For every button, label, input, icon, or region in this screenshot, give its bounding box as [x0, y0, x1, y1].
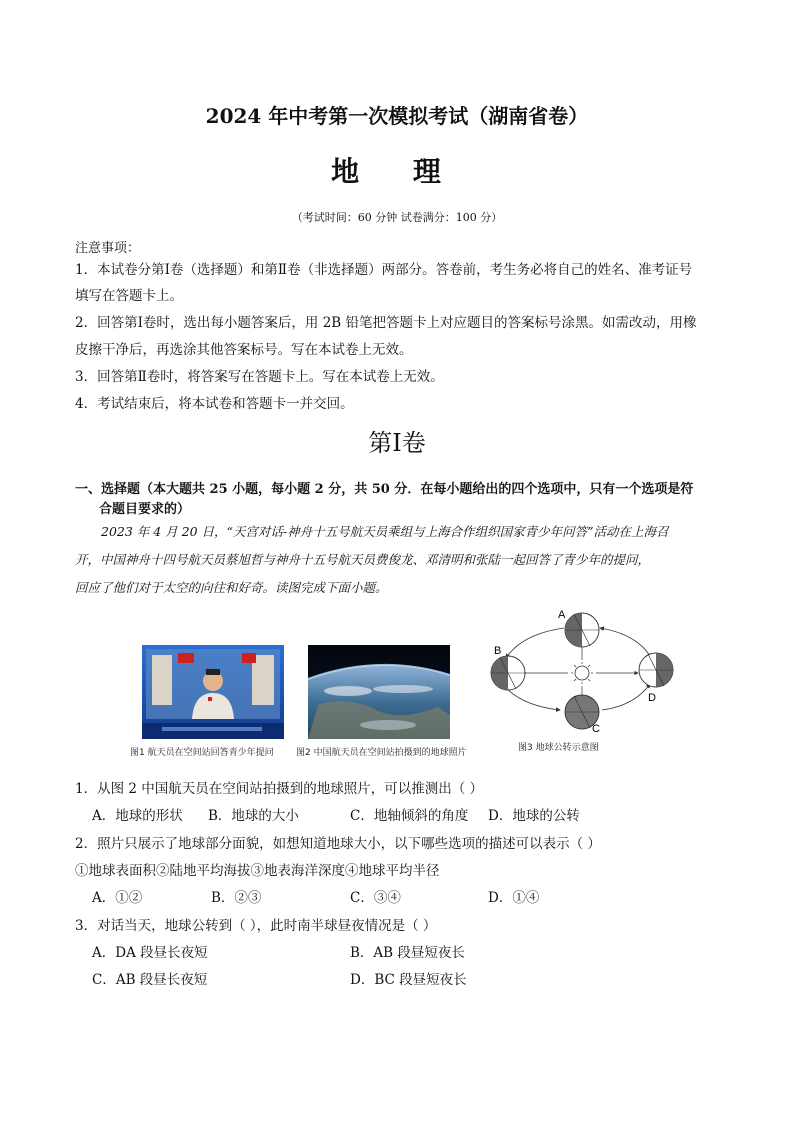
question-1-option-a: A．地球的形状 [92, 808, 183, 824]
question-2-option-b: B．②③ [211, 890, 262, 906]
notice-heading: 注意事项： [75, 241, 141, 256]
notice-line: 皮擦干净后，再选涂其他答案标号。写在本试卷上无效。 [75, 342, 413, 358]
earth-position-d [639, 653, 673, 687]
question-3-option-b: B．AB 段昼短夜长 [350, 945, 465, 961]
earth-position-b [491, 656, 525, 690]
notice-line: 4．考试结束后，将本试卷和答题卡一并交回。 [75, 396, 354, 412]
figure-2 [296, 645, 467, 758]
question-3-option-d: D．BC 段昼短夜长 [350, 972, 467, 988]
reading-passage [75, 518, 735, 602]
question-3-option-c: C．AB 段昼长夜短 [92, 972, 208, 988]
subject-title: 地 理 [331, 155, 463, 188]
notice-line: 2．回答第Ⅰ卷时，选出每小题答案后，用 2B 铅笔把答题卡上对应题目的答案标号涂黑。如需改动，用橡 [75, 315, 697, 331]
notice-line: 1．本试卷分第Ⅰ卷（选择题）和第Ⅱ卷（非选择题）两部分。答卷前，考生务必将自己的姓名、准考证号 [75, 262, 693, 278]
question-2-option-c: C．③④ [350, 890, 401, 906]
question-2-option-d: D．①④ [488, 890, 540, 906]
orbit-diagram [484, 606, 684, 736]
passage-line: 回应了他们对于太空的向往和好奇。读图完成下面小题。 [75, 580, 388, 595]
figure-3-caption: 图3 地球公转示意图 [518, 743, 599, 753]
question-1-stem: 1．从图 2 中国航天员在空间站拍摄到的地球照片，可以推测出（ ） [75, 781, 484, 797]
notice-line: 3．回答第Ⅱ卷时，将答案写在答题卡上。写在本试卷上无效。 [75, 369, 444, 385]
question-2-sub: ①地球表面积②陆地平均海拔③地表海洋深度④地球平均半径 [75, 863, 440, 879]
passage-line: 开，中国神舟十四号航天员蔡旭哲与神舟十五号航天员费俊龙、邓清明和张陆一起回答了青少年的提问， [75, 552, 651, 567]
part1-instructions [75, 480, 735, 520]
sun-icon [571, 662, 593, 684]
earth-photo [308, 645, 450, 739]
question-1-option-c: C．地轴倾斜的角度 [350, 808, 469, 824]
figure-2-caption: 图2 中国航天员在空间站拍摄到的地球照片 [296, 748, 467, 758]
question-3-option-a: A．DA 段昼长夜短 [92, 945, 208, 961]
notice-line: 填写在答题卡上。 [75, 288, 183, 304]
astronaut-photo [142, 645, 284, 739]
figure-1-caption: 图1 航天员在空间站回答青少年提问 [130, 748, 274, 758]
question-2-stem: 2．照片只展示了地球部分面貌，如想知道地球大小，以下哪些选项的描述可以表示（ ） [75, 836, 601, 852]
part1-line: 合题目要求的） [99, 502, 191, 517]
orbit-label-b: B [494, 645, 502, 657]
exam-info: （考试时间：60 分钟 试卷满分：100 分） [291, 211, 503, 224]
section-title: 第Ⅰ卷 [368, 429, 426, 457]
orbit-label-a: A [558, 609, 566, 621]
orbit-label-c: C [592, 723, 600, 735]
orbit-label-d: D [648, 692, 656, 704]
figure-3 [484, 606, 684, 753]
question-3-stem: 3．对话当天，地球公转到（ ），此时南半球昼夜情况是（ ） [75, 918, 437, 934]
figure-1 [130, 645, 284, 758]
earth-position-a [565, 613, 599, 647]
question-2-option-a: A．①② [92, 890, 143, 906]
question-1-option-d: D．地球的公转 [488, 808, 580, 824]
part1-line: 一、选择题（本大题共 25 小题，每小题 2 分，共 50 分．在每小题给出的四个选项中，只有一个选项是符 [75, 482, 694, 497]
question-1-option-b: B．地球的大小 [208, 808, 299, 824]
passage-line: 2023 年 4 月 20 日，“天宫对话-神舟十五号航天员乘组与上海合作组织国家青少年问答”活动在上海召 [101, 524, 669, 539]
exam-title: 2024 年中考第一次模拟考试（湖南省卷） [205, 104, 589, 128]
